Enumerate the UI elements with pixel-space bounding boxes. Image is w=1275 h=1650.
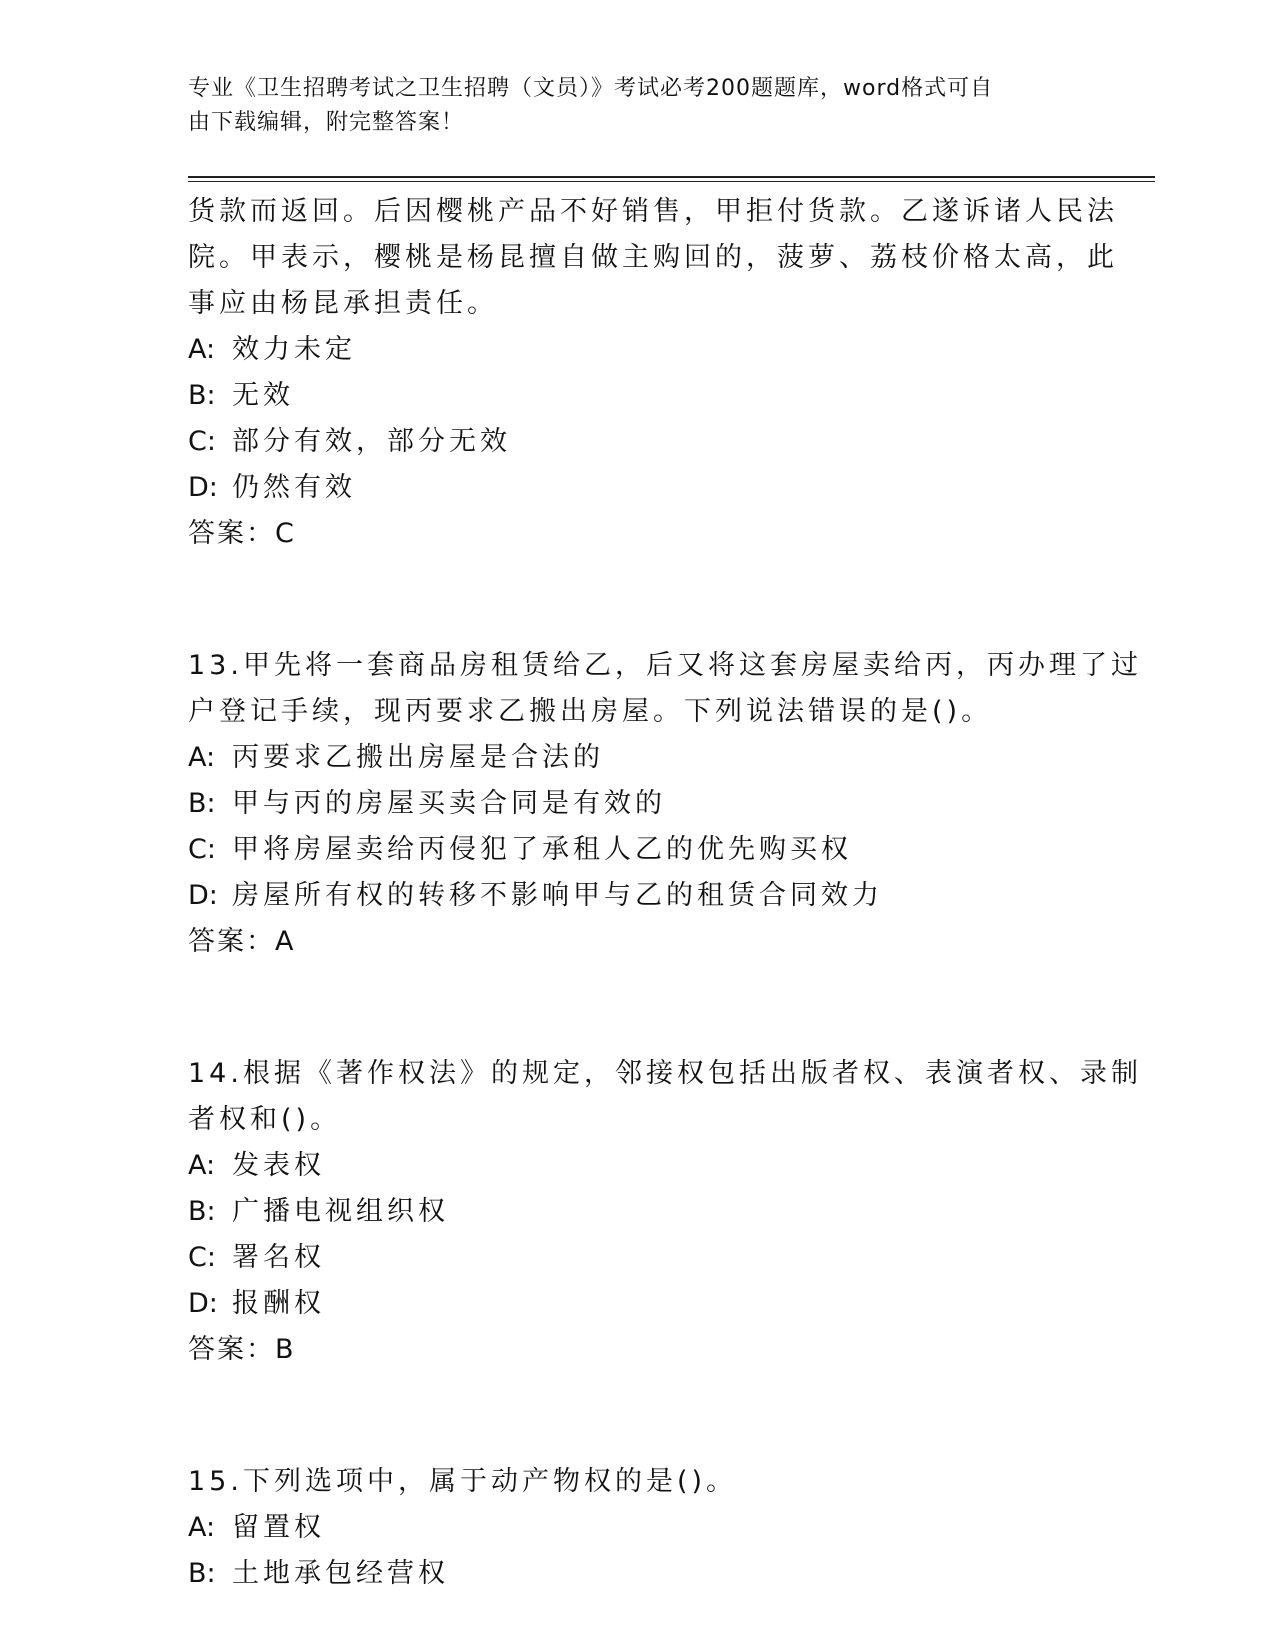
question-text-line: 13.甲先将一套商品房租赁给乙，后又将这套房屋卖给丙，丙办理了过 [188,650,1142,681]
answer-line: 答案：B [188,1334,296,1365]
answer-line: 答案：A [188,926,296,957]
option-c [188,1235,1088,1281]
option-a [188,1143,1088,1189]
question-text-line: 者权和()。 [188,1104,342,1135]
question-text-line: 院。甲表示，樱桃是杨昆擅自做主购回的，菠萝、荔枝价格太高，此 [188,242,1118,273]
question-spacer [188,557,1088,643]
option-key: A: [188,1512,216,1543]
option-text: 甲与丙的房屋买卖合同是有效的 [232,788,666,819]
option-key: B: [188,380,216,411]
option-c [188,419,1088,465]
question-spacer [188,1373,1088,1459]
option-key: A: [188,742,216,773]
document-header [188,72,1068,140]
question-14 [188,1051,1142,1373]
option-d [188,1281,1088,1327]
option-d [188,873,1088,919]
option-text: 署名权 [232,1242,325,1273]
option-key: B: [188,1558,216,1589]
answer-line: 答案：C [188,518,296,549]
header-rule-thick [188,176,1155,178]
header-line-2: 由下载编辑，附完整答案！ [188,110,465,135]
option-key: C: [188,426,216,457]
question-text-line: 户登记手续，现丙要求乙搬出房屋。下列说法错误的是()。 [188,696,993,727]
option-b [188,373,1088,419]
option-b [188,781,1088,827]
option-key: B: [188,1196,216,1227]
option-text: 留置权 [232,1512,325,1543]
header-line-1: 专业《卫生招聘考试之卫生招聘（文员）》考试必考200题题库，word格式可自 [188,76,994,101]
option-b [188,1551,1088,1597]
question-text-line: 货款而返回。后因樱桃产品不好销售，甲拒付货款。乙遂诉诸人民法 [188,196,1118,227]
document-body [188,189,1142,1597]
question-13 [188,643,1142,965]
question-spacer [188,965,1088,1051]
question-text-line: 15.下列选项中，属于动产物权的是()。 [188,1466,738,1497]
question-15 [188,1459,1088,1597]
option-text: 仍然有效 [232,472,356,503]
question-12-continuation [188,189,1118,557]
option-key: D: [188,880,218,911]
option-key: B: [188,788,216,819]
option-a [188,1505,1088,1551]
question-text-line: 事应由杨昆承担责任。 [188,288,498,319]
option-text: 效力未定 [232,334,356,365]
option-b [188,1189,1088,1235]
option-a [188,327,1088,373]
option-key: A: [188,1150,216,1181]
option-text: 部分有效，部分无效 [232,426,511,457]
question-text-line: 14.根据《著作权法》的规定，邻接权包括出版者权、表演者权、录制 [188,1058,1142,1089]
option-key: D: [188,472,218,503]
option-text: 广播电视组织权 [232,1196,449,1227]
option-text: 土地承包经营权 [232,1558,449,1589]
option-text: 发表权 [232,1150,325,1181]
option-text: 丙要求乙搬出房屋是合法的 [232,742,604,773]
option-c [188,827,1088,873]
option-text: 报酬权 [232,1288,325,1319]
option-text: 无效 [232,380,294,411]
option-text: 房屋所有权的转移不影响甲与乙的租赁合同效力 [232,880,883,911]
option-a [188,735,1088,781]
option-key: A: [188,334,216,365]
option-text: 甲将房屋卖给丙侵犯了承租人乙的优先购买权 [232,834,852,865]
header-rule-thin [188,181,1155,182]
option-d [188,465,1088,511]
option-key: D: [188,1288,218,1319]
option-key: C: [188,1242,216,1273]
option-key: C: [188,834,216,865]
